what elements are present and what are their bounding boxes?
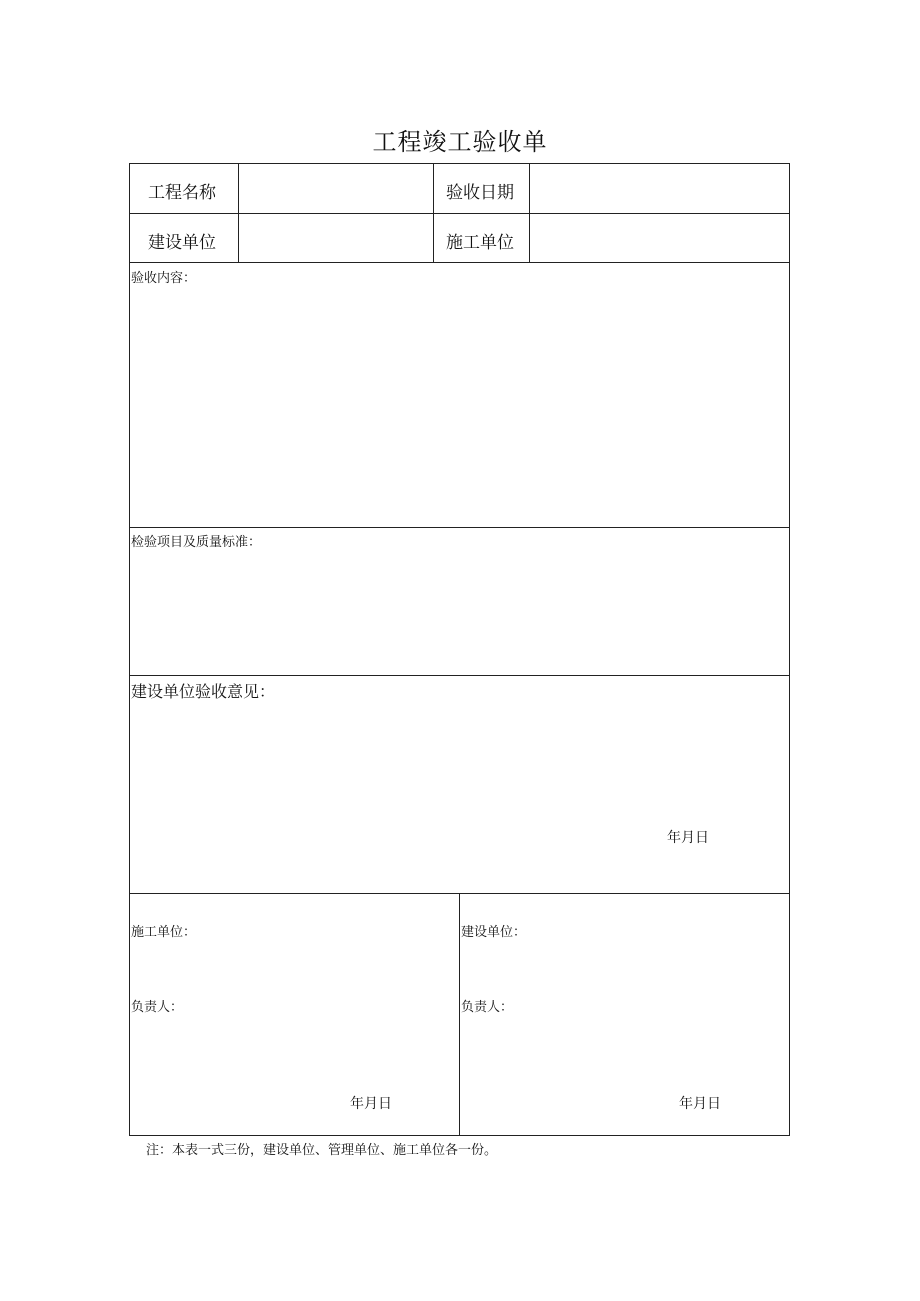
acceptance-form [129,163,790,1136]
builder-opinion-field[interactable] [130,702,789,822]
builder-opinion-label: 建设单位验收意见： [131,682,276,701]
row-divider [130,262,789,263]
project-name-label: 工程名称 [148,183,216,203]
footnote: 注：本表一式三份，建设单位、管理单位、施工单位各一份。 [146,1143,498,1158]
project-name-field[interactable] [239,164,433,213]
row-divider [130,675,789,676]
sign-right-date: 年月日 [679,1096,721,1112]
sign-right-person-label: 负责人： [461,1000,514,1015]
inspection-items-field[interactable] [130,550,789,674]
acceptance-content-field[interactable] [130,286,789,526]
builder-unit-field[interactable] [239,214,433,262]
row-divider [130,527,789,528]
column-divider [433,164,434,262]
inspection-items-label: 检验项目及质量标准： [131,535,262,550]
builder-unit-label: 建设单位 [148,233,216,253]
construction-unit-field[interactable] [530,214,789,262]
sign-builder-unit-label: 建设单位： [461,925,527,940]
acceptance-content-label: 验收内容： [131,271,197,286]
sign-left-person-label: 负责人： [131,1000,184,1015]
sign-left-date: 年月日 [350,1096,392,1112]
builder-opinion-date: 年月日 [667,830,709,846]
acceptance-date-field[interactable] [530,164,789,213]
signature-divider [459,893,460,1136]
page-title: 工程竣工验收单 [372,128,548,156]
construction-unit-label: 施工单位 [446,233,514,253]
acceptance-date-label: 验收日期 [446,183,514,203]
sign-construction-unit-label: 施工单位： [131,925,197,940]
